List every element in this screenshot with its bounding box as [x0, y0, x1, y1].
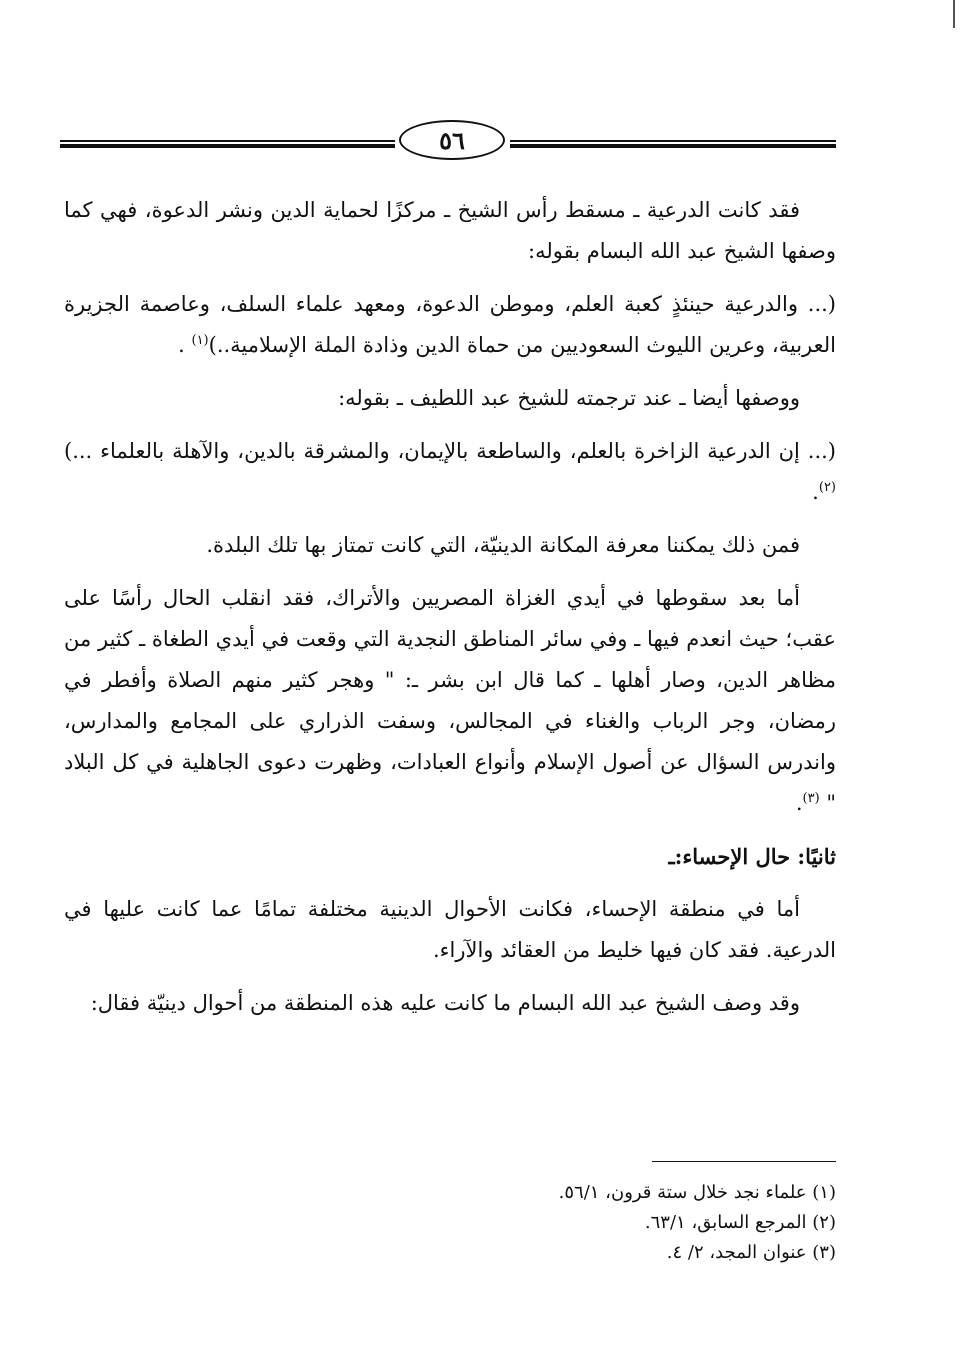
footnote-divider — [652, 1161, 836, 1162]
footnote-item: (٣) عنوان المجد، ٢/ ٤. — [666, 1242, 836, 1263]
paragraph: فقد كانت الدرعية ـ مسقط رأس الشيخ ـ مركزًا لحماية الدين ونشر الدعوة، فهي كما وصفها الشيخ عبد الله البسام بقوله: — [64, 198, 836, 263]
paragraph: وقد وصف الشيخ عبد الله البسام ما كانت عليه هذه المنطقة من أحوال دينيّة فقال: — [90, 991, 800, 1015]
footnote-ref: (٢) — [818, 480, 836, 495]
header-rule-left — [60, 140, 395, 149]
header-rule-right — [510, 140, 836, 149]
body-text — [64, 190, 836, 1036]
paragraph: أما بعد سقوطها في أيدي الغزاة المصريين والأتراك، فقد انقلب الحال رأسًا على عقب؛ حيث انعدم فيها ـ وفي سائر المناطق النجدية التي وقعت في أيدي الطغاة ـ كثير من مظاهر الدين، وصار أهلها ـ كما قال ابن بشر ـ: " وهجر كثير منهم الصلاة وأفطر في رمضان، وجر الرباب والغناء في المجالس، وسفت الذراري على المجامع والمدارس، واندرس السؤال عن أصول الإسلام وأنواع العبادات، وظهرت دعوى الجاهلية في كل البلاد " $^{(٣)}$. — [64, 586, 836, 815]
paragraph: ووصفها أيضا ـ عند ترجمته للشيخ عبد اللطيف ـ بقوله: — [338, 386, 800, 410]
page-header — [60, 118, 836, 166]
paragraph: فمن ذلك يمكننا معرفة المكانة الدينيّة، التي كانت تمتاز بها تلك البلدة. — [206, 533, 800, 557]
margin-mark — [953, 0, 955, 28]
page-number: ٥٦ — [399, 120, 505, 160]
quote-paragraph: (... والدرعية حينئذٍ كعبة العلم، وموطن الدعوة، ومعهد علماء السلف، وعاصمة الجزيرة العربية، وعرين الليوث السعوديين من حماة الدين وذادة الملة الإسلامية..)$^{(١)}$ . — [64, 292, 836, 357]
footnotes — [64, 1178, 836, 1268]
paragraph: أما في منطقة الإحساء، فكانت الأحوال الدينية مختلفة تمامًا عما كانت عليها في الدرعية. فقد كان فيها خليط من العقائد والآراء. — [64, 897, 836, 962]
section-heading: ثانيًا: حال الإحساء:ـ — [668, 844, 836, 869]
footnote-item: (٢) المرجع السابق، ٦٣/١. — [644, 1212, 836, 1233]
footnote-ref: (٣) — [802, 791, 820, 806]
footnote-ref: (١) — [191, 333, 209, 348]
quote-paragraph: (... إن الدرعية الزاخرة بالعلم، والساطعة بالإيمان، والمشرقة بالدين، والآهلة بالعلماء ...) $^{(٢)}$. — [64, 439, 836, 504]
footnote-item: (١) علماء نجد خلال ستة قرون، ٥٦/١. — [558, 1182, 836, 1203]
